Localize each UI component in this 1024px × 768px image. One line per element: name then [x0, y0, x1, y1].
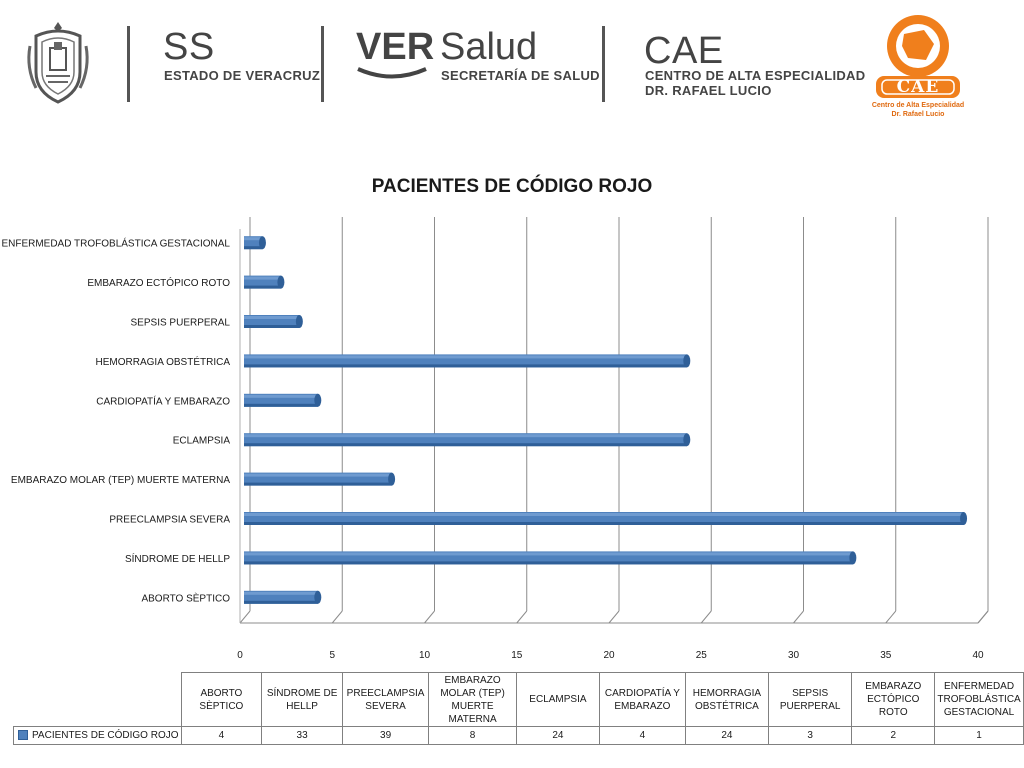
bar-cap — [388, 473, 395, 486]
data-table-value-cell: 24 — [516, 727, 599, 745]
data-table-value-cell: 24 — [685, 727, 768, 745]
category-label: CARDIOPATÍA Y EMBARAZO — [96, 396, 230, 408]
data-table-value-cell: 8 — [429, 727, 517, 745]
x-tick-label: 10 — [418, 650, 431, 661]
bar-cap — [314, 591, 321, 604]
cae-logo-text: CAE — [896, 77, 940, 97]
bar-highlight — [244, 513, 964, 516]
bar-shadow — [244, 404, 318, 407]
gridline-floor — [978, 611, 988, 623]
legend-label: PACIENTES DE CÓDIGO ROJO — [32, 730, 179, 741]
veracruz-crest-icon — [22, 18, 94, 106]
bar-highlight — [244, 552, 853, 555]
bar-highlight — [244, 592, 318, 595]
bar-highlight — [244, 355, 687, 358]
axis-depth-left — [240, 611, 250, 623]
category-label: HEMORRAGIA OBSTÉTRICA — [95, 356, 230, 368]
data-table-header-cell: EMBARAZO ECTÓPICO ROTO — [852, 673, 935, 727]
bar-cap — [314, 394, 321, 407]
bar-shadow — [244, 561, 853, 564]
data-table-corner — [14, 673, 182, 727]
bar-shadow — [244, 286, 281, 289]
data-table-legend — [14, 727, 182, 745]
data-table-value-cell: 4 — [599, 727, 685, 745]
cae-subtitle-1: CENTRO DE ALTA ESPECIALIDAD — [645, 68, 866, 83]
category-label: ECLAMPSIA — [172, 435, 230, 447]
ss-subtitle: ESTADO DE VERACRUZ — [164, 68, 321, 83]
gridline-floor — [332, 611, 342, 623]
smile-swoosh-icon — [356, 66, 428, 80]
data-table-header-cell: ECLAMPSIA — [516, 673, 599, 727]
data-table-value-cell: 2 — [852, 727, 935, 745]
gridline-floor — [886, 611, 896, 623]
category-label: SEPSIS PUERPERAL — [130, 317, 230, 329]
bar-highlight — [244, 395, 318, 398]
data-table-header-cell: ENFERMEDAD TROFOBLÁSTICA GESTACIONAL — [935, 673, 1024, 727]
cae-logo — [868, 8, 968, 123]
bar-shadow — [244, 325, 299, 328]
cae-subtitle-2: DR. RAFAEL LUCIO — [645, 83, 772, 98]
data-table-header-cell: EMBARAZO MOLAR (TEP) MUERTE MATERNA — [429, 673, 517, 727]
gridline-floor — [425, 611, 435, 623]
x-tick-label: 20 — [603, 650, 615, 661]
bar-shadow — [244, 522, 964, 525]
category-label: EMBARAZO ECTÓPICO ROTO — [87, 278, 230, 290]
category-label: EMBARAZO MOLAR (TEP) MUERTE MATERNA — [10, 475, 230, 487]
data-table-header-cell: HEMORRAGIA OBSTÉTRICA — [685, 673, 768, 727]
x-tick-label: 40 — [972, 650, 984, 661]
bar-cap — [849, 551, 856, 564]
data-table-header-cell: ABORTO SÈPTICO — [181, 673, 262, 727]
ss-title: SS — [163, 26, 215, 68]
bar-shadow — [244, 601, 318, 604]
data-table-value-cell: 1 — [935, 727, 1024, 745]
data-table-value-cell: 3 — [768, 727, 851, 745]
gridline-floor — [609, 611, 619, 623]
header — [0, 0, 1024, 135]
data-table-value-cell: 4 — [181, 727, 262, 745]
chart-title: PACIENTES DE CÓDIGO ROJO — [371, 176, 653, 197]
x-tick-label: 30 — [787, 650, 800, 661]
category-label: PREECLAMPSIA SEVERA — [109, 514, 230, 526]
bar-shadow — [244, 443, 687, 446]
bar-cap — [960, 512, 967, 525]
bar-highlight — [244, 277, 281, 280]
salud-subtitle: SECRETARÍA DE SALUD — [441, 68, 600, 83]
gridline-floor — [517, 611, 527, 623]
data-table-header-cell: SÍNDROME DE HELLP — [262, 673, 343, 727]
data-table-value-cell: 33 — [262, 727, 343, 745]
bar-cap — [296, 315, 303, 328]
data-table-header-cell: SEPSIS PUERPERAL — [768, 673, 851, 727]
cae-logo-sub1: Centro de Alta Especialidad — [871, 102, 965, 109]
bar-chart — [0, 205, 1024, 665]
x-tick-label: 35 — [880, 650, 892, 661]
gridline-floor — [794, 611, 804, 623]
salud-label: Salud — [440, 26, 538, 68]
gridline-floor — [701, 611, 711, 623]
cae-title: CAE — [644, 30, 724, 72]
legend-swatch-icon — [18, 730, 28, 740]
ver-label: VER — [356, 26, 435, 68]
data-table-header-cell: CARDIOPATÍA Y EMBARAZO — [599, 673, 685, 727]
data-table-header-cell: PREECLAMPSIA SEVERA — [342, 673, 428, 727]
x-tick-label: 0 — [237, 650, 243, 661]
bar-cap — [683, 354, 690, 367]
category-label: SÍNDROME DE HELLP — [124, 553, 230, 565]
bar-shadow — [244, 364, 687, 367]
category-label: ENFERMEDAD TROFOBLÁSTICA GESTACIONAL — [1, 238, 230, 250]
bar-cap — [259, 236, 266, 249]
x-tick-label: 15 — [511, 650, 523, 661]
bar-cap — [277, 276, 284, 289]
data-table — [13, 672, 1024, 745]
bar-shadow — [244, 483, 392, 486]
category-label: ABORTO SÈPTICO — [141, 593, 230, 605]
bar-highlight — [244, 474, 392, 477]
data-table-value-cell: 39 — [342, 727, 428, 745]
x-tick-label: 5 — [329, 650, 336, 661]
x-tick-label: 25 — [695, 650, 707, 661]
bar-cap — [683, 433, 690, 446]
bar-highlight — [244, 316, 299, 319]
bar-highlight — [244, 434, 687, 437]
cae-logo-sub2: Dr. Rafael Lucio — [891, 111, 945, 118]
